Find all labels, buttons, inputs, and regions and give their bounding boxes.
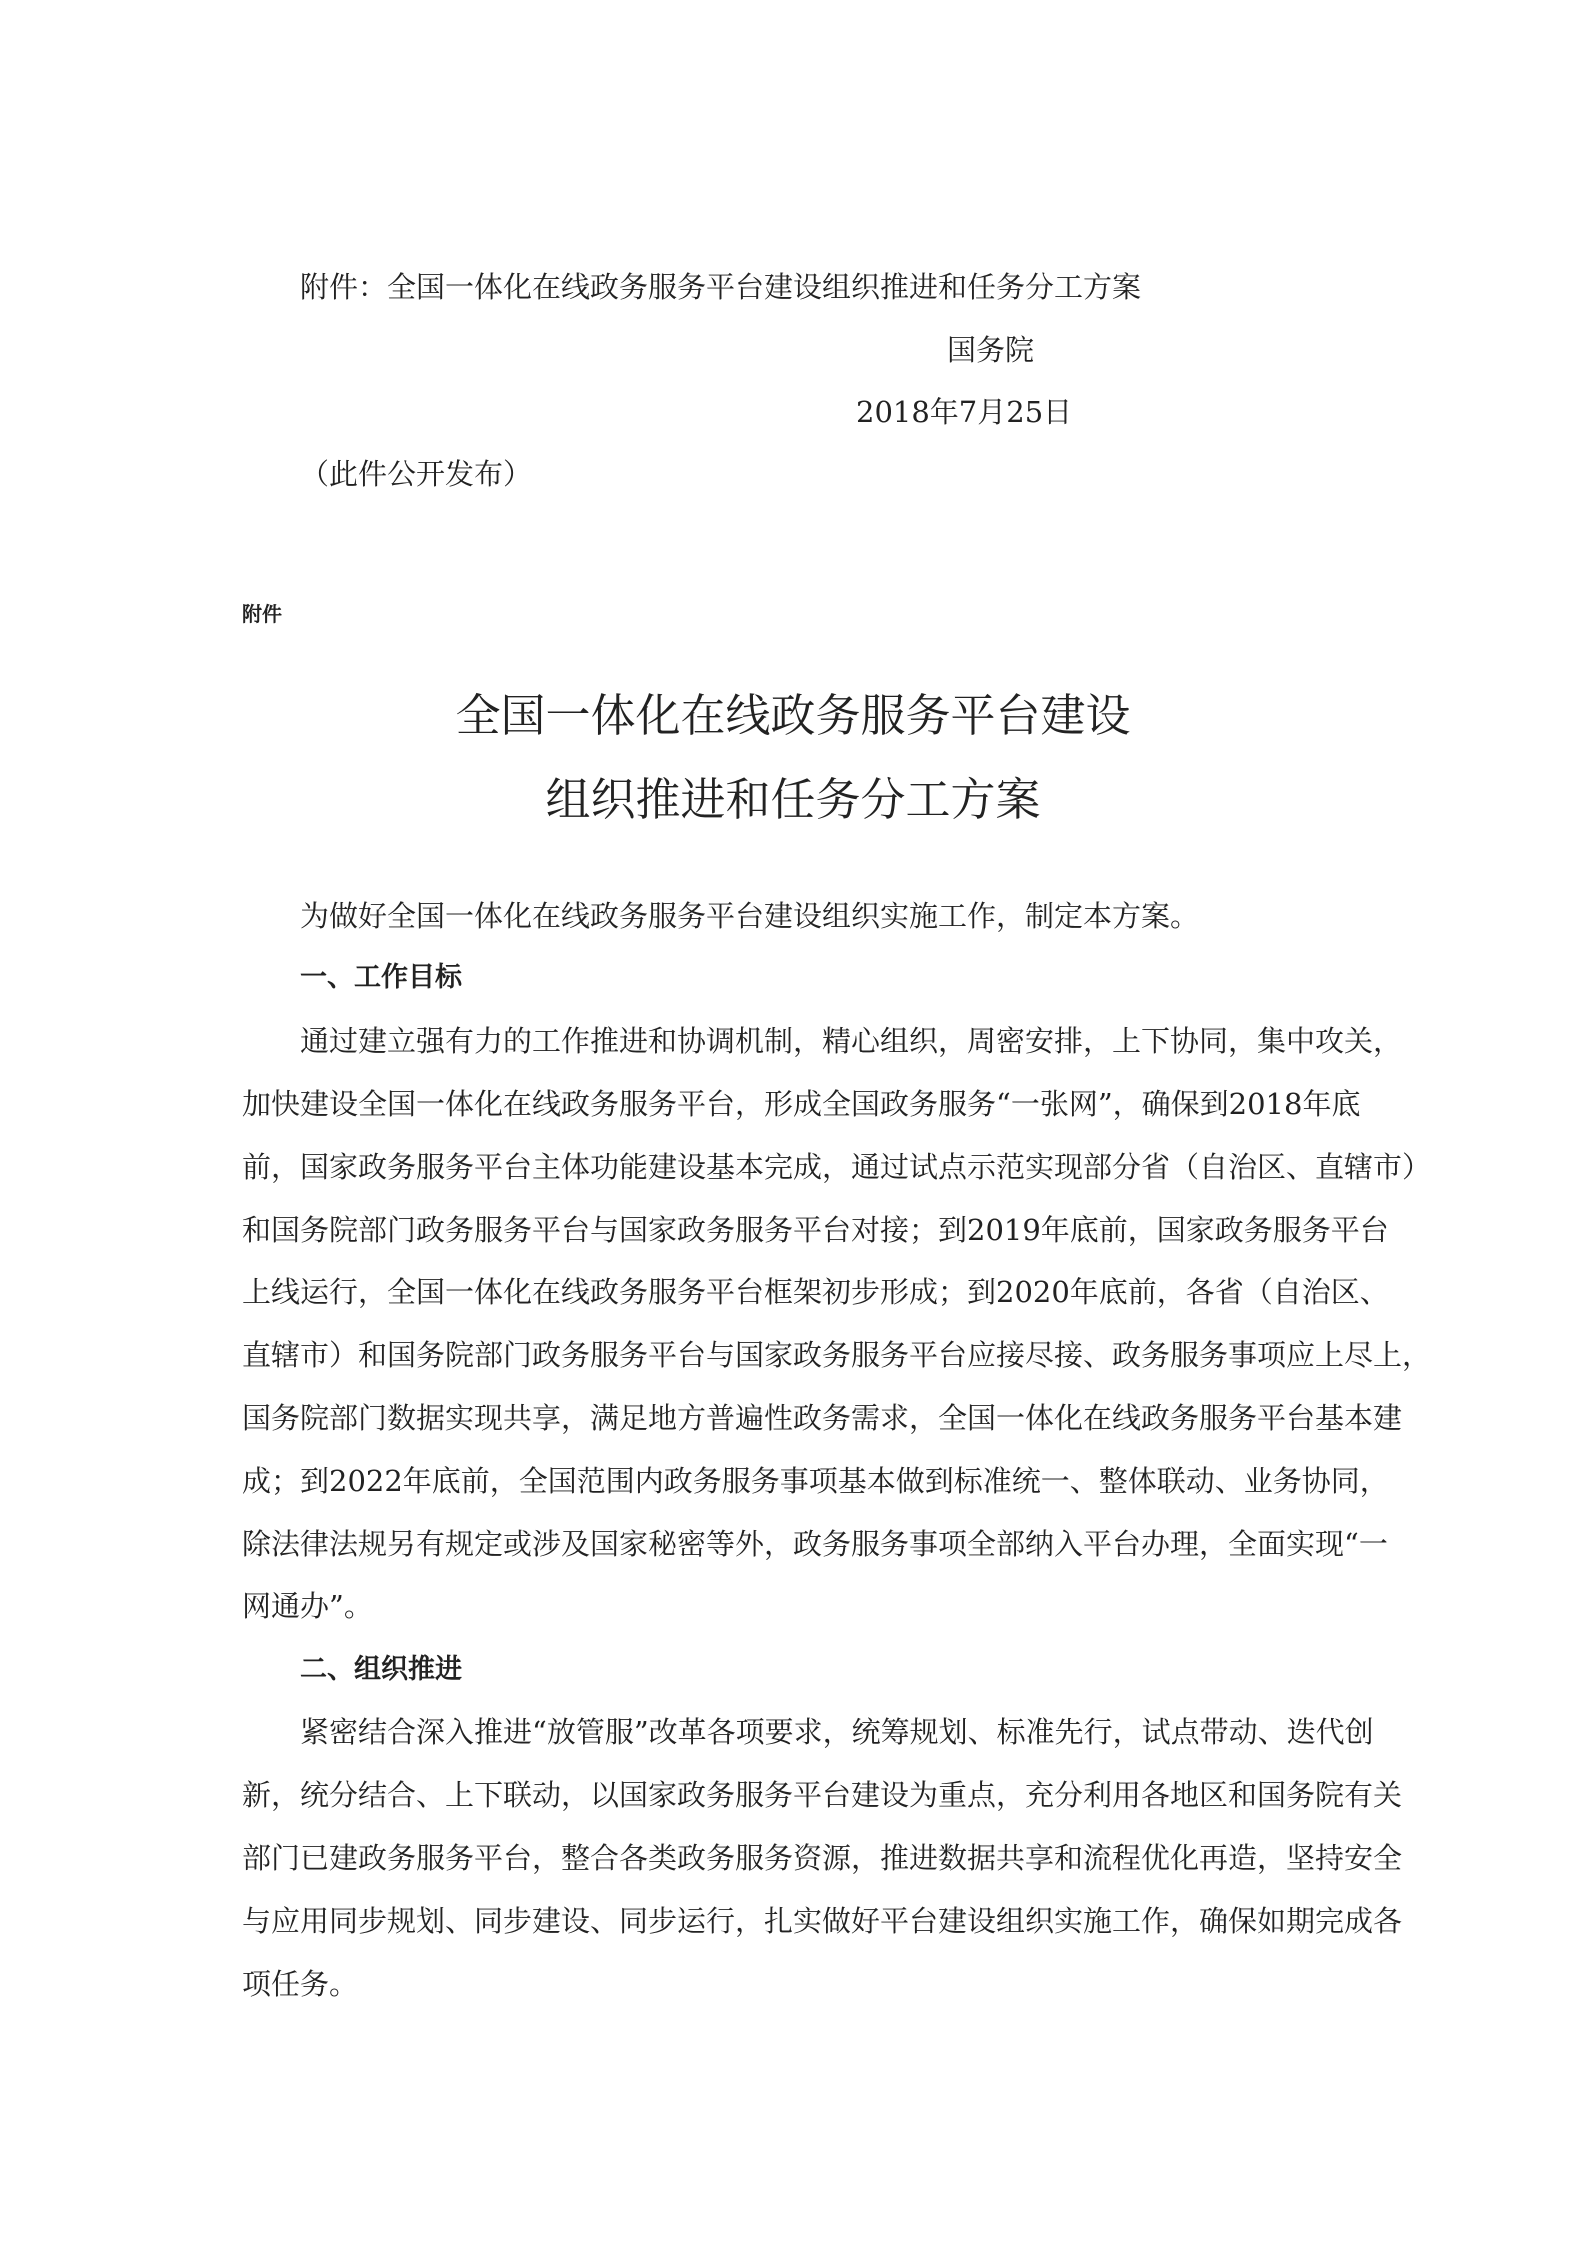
body-line: 部门已建政务服务平台，整合各类政务服务资源，推进数据共享和流程优化再造，坚持安全 xyxy=(242,1841,1403,1875)
section2-heading: 二、组织推进 xyxy=(300,1654,462,1685)
intro-paragraph: 为做好全国一体化在线政务服务平台建设组织实施工作，制定本方案。 xyxy=(300,899,1200,933)
body-line: 国务院部门数据实现共享，满足地方普遍性政务需求，全国一体化在线政务服务平台基本建 xyxy=(242,1401,1403,1435)
issuer: 国务院 xyxy=(947,333,1035,367)
body-line: 加快建设全国一体化在线政务服务平台，形成全国政务服务“一张网”，确保到2018年底 xyxy=(242,1087,1361,1121)
body-line: 成；到2022年底前，全国范围内政务服务事项基本做到标准统一、整体联动、业务协同， xyxy=(242,1464,1389,1498)
attachment-line: 附件：全国一体化在线政务服务平台建设组织推进和任务分工方案 xyxy=(300,270,1142,304)
body-line: 前，国家政务服务平台主体功能建设基本完成，通过试点示范实现部分省（自治区、直辖市） xyxy=(242,1150,1432,1184)
attachment-label: 附件 xyxy=(242,602,282,626)
body-line: 紧密结合深入推进“放管服”改革各项要求，统筹规划、标准先行，试点带动、迭代创 xyxy=(300,1715,1374,1749)
body-line: 通过建立强有力的工作推进和协调机制，精心组织，周密安排，上下协同，集中攻关， xyxy=(300,1024,1403,1058)
body-line: 新，统分结合、上下联动，以国家政务服务平台建设为重点，充分利用各地区和国务院有关 xyxy=(242,1778,1403,1812)
body-line: 网通办”。 xyxy=(242,1589,373,1623)
section1-heading: 一、工作目标 xyxy=(300,962,462,993)
body-line: 除法律法规另有规定或涉及国家秘密等外，政务服务事项全部纳入平台办理，全面实现“一 xyxy=(242,1527,1388,1561)
document-title-line2: 组织推进和任务分工方案 xyxy=(545,773,1041,826)
body-line: 和国务院部门政务服务平台与国家政务服务平台对接；到2019年底前，国家政务服务平台 xyxy=(242,1213,1389,1247)
publication-note: （此件公开发布） xyxy=(300,457,533,491)
document-title-line1: 全国一体化在线政务服务平台建设 xyxy=(455,689,1131,742)
body-line: 项任务。 xyxy=(242,1967,359,2001)
body-line: 直辖市）和国务院部门政务服务平台与国家政务服务平台应接尽接、政务服务事项应上尽上， xyxy=(242,1338,1432,1372)
issue-date: 2018年7月25日 xyxy=(856,395,1073,429)
body-line: 与应用同步规划、同步建设、同步运行，扎实做好平台建设组织实施工作，确保如期完成各 xyxy=(242,1904,1403,1938)
body-line: 上线运行，全国一体化在线政务服务平台框架初步形成；到2020年底前，各省（自治区、 xyxy=(242,1275,1389,1309)
